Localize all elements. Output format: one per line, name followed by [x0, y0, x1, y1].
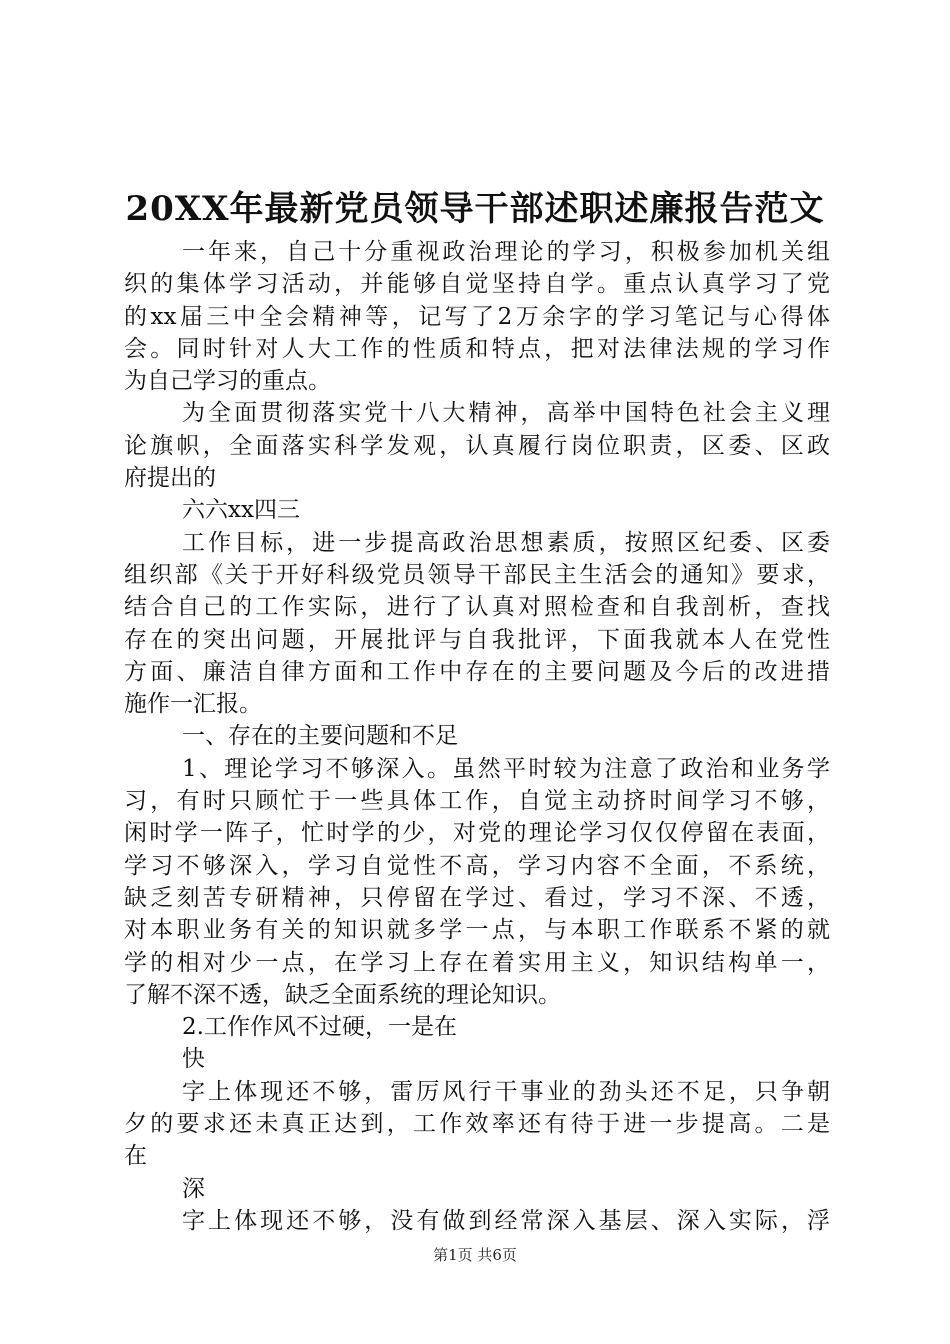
body-line: 夕的要求还未真正达到，工作效率还有待于进一步提高。二是 — [124, 1111, 830, 1138]
body-line: 组织部《关于开好科级党员领导干部民主生活会的通知》要求， — [124, 561, 830, 588]
body-line: 对本职业务有关的知识就多学一点，与本职工作联系不紧的就 — [124, 917, 830, 944]
body-line: 施作一汇报。 — [124, 691, 262, 718]
body-line: 工作目标，进一步提高政治思想素质，按照区纪委、区委 — [182, 529, 830, 556]
body-line: 为自己学习的重点。 — [124, 368, 331, 395]
body-line: 2.工作作风不过硬，一是在 — [182, 1014, 457, 1041]
body-line: 字上体现还不够，没有做到经常深入基层、深入实际，浮 — [182, 1207, 830, 1234]
body-line: 论旗帜，全面落实科学发观，认真履行岗位职责，区委、区政 — [124, 432, 830, 459]
body-line: 织的集体学习活动，并能够自觉坚持自学。重点认真学习了党 — [124, 271, 830, 298]
body-line: 一年来，自己十分重视政治理论的学习，积极参加机关组 — [182, 239, 830, 265]
body-line: 闲时学一阵子，忙时学的少，对党的理论学习仅仅停留在表面， — [124, 820, 830, 847]
body-line: 方面、廉洁自律方面和工作中存在的主要问题及今后的改进措 — [124, 658, 830, 685]
document-body — [124, 236, 830, 1237]
body-line: 习，有时只顾忙于一些具体工作，自觉主动挤时间学习不够， — [124, 788, 830, 815]
body-line: 在 — [124, 1143, 147, 1170]
document-title: 20XX年最新党员领导干部述职述廉报告范文 — [125, 189, 825, 229]
body-line: 了解不深不透，缺乏全面系统的理论知识。 — [124, 981, 561, 1008]
body-line: 六六xx四三 — [182, 497, 300, 524]
body-line: 字上体现还不够，雷厉风行干事业的劲头还不足，只争朝 — [182, 1078, 830, 1105]
page-footer: 第1页 共6页 — [433, 1246, 517, 1264]
body-line: 缺乏刻苦专研精神，只停留在学过、看过，学习不深、不透， — [124, 884, 830, 911]
body-line: 的xx届三中全会精神等，记写了2万余字的学习笔记与心得体 — [124, 303, 830, 330]
body-line: 府提出的 — [124, 465, 216, 492]
body-line: 为全面贯彻落实党十八大精神，高举中国特色社会主义理 — [182, 400, 830, 427]
body-line: 快 — [182, 1046, 205, 1073]
body-line: 1、理论学习不够深入。虽然平时较为注意了政治和业务学 — [182, 755, 830, 782]
body-line: 学的相对少一点，在学习上存在着实用主义，知识结构单一， — [124, 949, 830, 976]
body-line: 会。同时针对人大工作的性质和特点，把对法律法规的学习作 — [124, 335, 830, 362]
body-line: 结合自己的工作实际，进行了认真对照检查和自我剖析，查找 — [124, 594, 830, 621]
body-line: 存在的突出问题，开展批评与自我批评，下面我就本人在党性 — [124, 626, 830, 653]
body-line: 深 — [182, 1175, 205, 1202]
body-line: 学习不够深入，学习自觉性不高，学习内容不全面，不系统， — [124, 852, 830, 879]
section-heading: 一、存在的主要问题和不足 — [182, 723, 458, 750]
